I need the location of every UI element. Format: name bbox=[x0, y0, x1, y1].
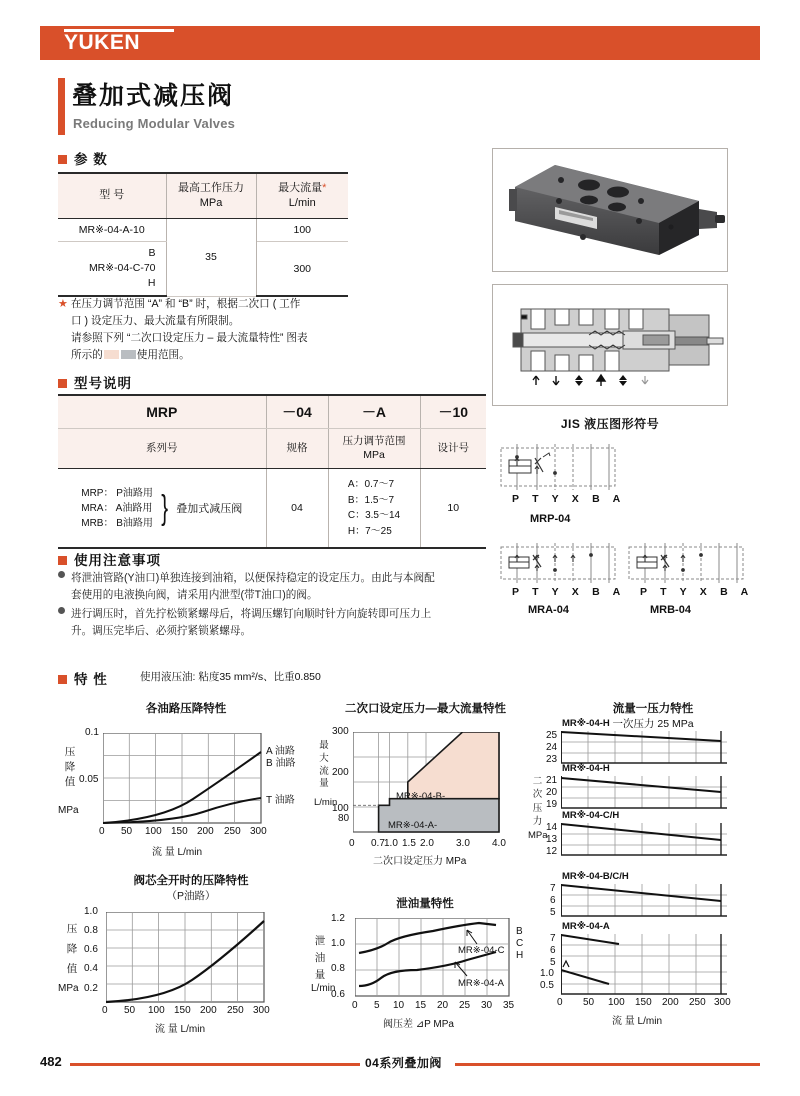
chart5-xtick-20: 20 bbox=[437, 1000, 449, 1011]
chart5-xlabel: 阀压差 ⊿P MPa bbox=[383, 1019, 454, 1030]
chart3-xtick-300: 300 bbox=[714, 997, 731, 1008]
section-square-icon bbox=[58, 556, 67, 565]
chart4-xtick-50: 50 bbox=[124, 1005, 136, 1016]
chart3-ylabel: 二 次 压 力 bbox=[532, 776, 543, 827]
chart5-ytick-12: 1.2 bbox=[331, 913, 345, 924]
bullet-icon bbox=[58, 607, 65, 614]
footer-rule-right bbox=[455, 1063, 760, 1066]
cross-section-diagram bbox=[492, 284, 728, 406]
model-code-row-symbols bbox=[58, 395, 486, 429]
characteristics-condition: 使用液压油: 粘度35 mm²/s、比重0.850 bbox=[140, 671, 321, 683]
chart3-yunit: MPa bbox=[528, 830, 548, 841]
chart1-series-a-label: A 油路 bbox=[266, 746, 295, 757]
page-subtitle: Reducing Modular Valves bbox=[73, 116, 236, 131]
chart-pressure-drop-plot bbox=[103, 733, 263, 825]
chart1-ytick-mid: 0.05 bbox=[79, 774, 99, 785]
chart-title-set-pressure: 二次口设定压力—最大流量特性 bbox=[345, 703, 506, 715]
chart-title-flow-pressure: 流量一压力特性 bbox=[612, 703, 694, 715]
chart3-p3-tick0: 12 bbox=[546, 846, 558, 857]
params-table bbox=[58, 172, 348, 297]
chart1-ytick-max: 0.1 bbox=[85, 727, 99, 738]
list-item: 进行调压时，首先拧松锁紧螺母后，将调压螺钉向顺时针方向旋转即可压力上 升。调压完毕后、必须拧紧锁紧螺母。 bbox=[58, 606, 478, 640]
chart5-xtick-5: 5 bbox=[374, 1000, 380, 1011]
chart4-xtick-250: 250 bbox=[227, 1005, 244, 1016]
cell-range-name: 压力调节范围 MPa bbox=[328, 429, 420, 469]
chart2-ytick-200: 200 bbox=[332, 767, 349, 778]
cell-design-name: 设计号 bbox=[420, 429, 486, 469]
chart5-ytick-06: 0.6 bbox=[331, 989, 345, 1000]
cell-model-1: MR※-04-A-10 bbox=[58, 218, 166, 241]
chart-set-pressure-plot bbox=[353, 732, 501, 834]
chart2-xtick-07: 0.7 bbox=[371, 838, 385, 849]
chart1-yunit: MPa bbox=[58, 805, 79, 816]
chart5-series-c-label: MR※-04-C bbox=[458, 945, 505, 956]
chart2-ytick-80: 80 bbox=[338, 813, 350, 824]
chart3-xtick-200: 200 bbox=[662, 997, 679, 1008]
product-photo bbox=[492, 148, 728, 272]
chart3-p5-tick0: 5 bbox=[550, 957, 556, 968]
footnote-star-icon: * bbox=[322, 182, 327, 194]
cell-flow-1: 100 bbox=[256, 218, 348, 241]
cell-range-symbol: －A bbox=[328, 395, 420, 429]
chart3-p6-tick0: 0.5 bbox=[540, 980, 554, 991]
section-heading-params: 参 数 bbox=[58, 148, 108, 168]
chart2-region-b-label: MR※-04-B- bbox=[396, 791, 446, 802]
jis-label-mrb-04: MRB-04 bbox=[650, 604, 691, 616]
chart2-xtick-20: 2.0 bbox=[420, 838, 434, 849]
chart3-panel-3 bbox=[561, 823, 729, 857]
model-code-row-names bbox=[58, 429, 486, 469]
chart4-ylabel: 压 降 值 bbox=[66, 923, 78, 975]
chart-title-pressure-drop: 各油路压降特性 bbox=[145, 703, 227, 715]
star-icon: ★ bbox=[58, 298, 68, 310]
chart1-xlabel: 流 量 L/min bbox=[152, 847, 203, 858]
chart1-xtick-300: 300 bbox=[250, 826, 267, 837]
logo-text: YUKEN bbox=[64, 31, 141, 54]
chart4-ytick-10: 1.0 bbox=[84, 906, 98, 917]
chart3-p3-tick1: 13 bbox=[546, 834, 558, 845]
table-row bbox=[58, 218, 348, 241]
chart3-panel-1 bbox=[561, 731, 729, 765]
chart3-p2-tick2: 21 bbox=[546, 775, 558, 786]
chart3-p4-tick1: 6 bbox=[550, 895, 556, 906]
footer-series-label: 04系列叠加阀 bbox=[365, 1056, 442, 1070]
cell-size-name: 规格 bbox=[266, 429, 328, 469]
chart2-ylabel: 最 大 流 量 bbox=[319, 740, 329, 790]
chart3-p5-label: MR※-04-A bbox=[562, 921, 610, 932]
chart2-xtick-10: 1.0 bbox=[384, 838, 398, 849]
cell-range-values bbox=[328, 469, 420, 549]
params-footnote: ★ 在压力调节范围 “A” 和 “B” 时，根据二次口 ( 工作 口 ) 设定压力、最大流量有所限制。 请参照下列 “二次口设定压力 – 最大流量特性” 图表 所示的 使用范围。 bbox=[58, 298, 308, 361]
chart3-p5-tick1: 6 bbox=[550, 945, 556, 956]
chart3-xtick-0: 0 bbox=[557, 997, 563, 1008]
cell-size-symbol: －04 bbox=[266, 395, 328, 429]
chart2-ytick-100: 100 bbox=[332, 803, 349, 814]
chart3-p4-tick0: 5 bbox=[550, 907, 556, 918]
range-option-list: A：0.7～7 B：1.5～7 C：3.5～14 H：7～25 bbox=[347, 479, 401, 537]
chart1-xtick-250: 250 bbox=[224, 826, 241, 837]
chart2-xlabel: 二次口设定压力 MPa bbox=[373, 856, 467, 867]
cell-design-value: 10 bbox=[420, 469, 486, 549]
series-brace-label: 叠加式减压阀 bbox=[176, 503, 243, 516]
cell-pressure: 35 bbox=[166, 218, 256, 296]
chart-title-spool-full-open: 阀芯全开时的压降特性 bbox=[133, 875, 249, 887]
chart5-xtick-30: 30 bbox=[481, 1000, 493, 1011]
chart1-xtick-0: 0 bbox=[99, 826, 105, 837]
chart5-xtick-25: 25 bbox=[459, 1000, 471, 1011]
title-accent-bar bbox=[58, 78, 65, 135]
brace-icon: } bbox=[161, 489, 168, 528]
chart2-yunit: L/min bbox=[314, 797, 338, 808]
section-square-icon bbox=[58, 675, 67, 684]
chart3-p1-tick1: 24 bbox=[546, 742, 558, 753]
chart4-xtick-0: 0 bbox=[102, 1005, 108, 1016]
chart1-xtick-150: 150 bbox=[171, 826, 188, 837]
chart2-xtick-15: 1.5 bbox=[402, 838, 416, 849]
chart3-p4-label: MR※-04-B/C/H bbox=[562, 871, 629, 882]
cell-model-2: B MR※-04-C-70 H bbox=[58, 241, 166, 296]
jis-label-mra-04: MRA-04 bbox=[528, 604, 569, 616]
chart2-region-a-label: MR※-04-A- bbox=[388, 820, 438, 831]
chart2-xtick-30: 3.0 bbox=[456, 838, 470, 849]
chart5-xtick-0: 0 bbox=[352, 1000, 358, 1011]
cell-series-values bbox=[58, 469, 266, 549]
cell-size-value: 04 bbox=[266, 469, 328, 549]
footer-page-number: 482 bbox=[40, 1054, 62, 1069]
chart5-xtick-35: 35 bbox=[503, 1000, 515, 1011]
chart4-ytick-06: 0.6 bbox=[84, 944, 98, 955]
chart5-side-label-h: H bbox=[516, 950, 524, 961]
section-heading-characteristics: 特 性 bbox=[58, 668, 108, 688]
chart5-xtick-15: 15 bbox=[415, 1000, 427, 1011]
chart5-ytick-10: 1.0 bbox=[331, 938, 345, 949]
chart4-xtick-200: 200 bbox=[200, 1005, 217, 1016]
chart1-xtick-100: 100 bbox=[145, 826, 162, 837]
chart5-yunit: L/min bbox=[311, 983, 336, 994]
list-item: 将泄油管路(Y油口)单独连接到油箱，以便保持稳定的设定压力。由此与本阀配 套使用的电液换向阀，请采用内泄型(带T油口)的阀。 bbox=[58, 570, 478, 604]
chart1-series-t-label: T 油路 bbox=[266, 795, 295, 806]
chart5-side-label-b: B bbox=[516, 926, 523, 937]
chart1-ylabel: 压 降 值 bbox=[64, 746, 76, 789]
jis-ports-mrp: P T Y X B A bbox=[512, 493, 626, 505]
legend-swatch-b-range bbox=[104, 350, 119, 359]
chart3-xtick-250: 250 bbox=[689, 997, 706, 1008]
page-title: 叠加式减压阀 bbox=[72, 82, 235, 110]
chart5-series-a-label: MR※-04-A bbox=[458, 978, 504, 989]
model-code-row-values bbox=[58, 469, 486, 549]
chart3-p3-tick2: 14 bbox=[546, 822, 558, 833]
chart3-p2-tick1: 20 bbox=[546, 787, 558, 798]
chart3-xtick-150: 150 bbox=[635, 997, 652, 1008]
chart3-xtick-100: 100 bbox=[608, 997, 625, 1008]
chart-subtitle-flow-pressure: 一次压力 25 MPa bbox=[612, 718, 694, 730]
chart5-ytick-08: 0.8 bbox=[331, 963, 345, 974]
chart3-p2-tick0: 19 bbox=[546, 799, 558, 810]
chart3-panel-2 bbox=[561, 776, 729, 810]
bullet-icon bbox=[58, 571, 65, 578]
chart1-xtick-50: 50 bbox=[121, 826, 133, 837]
chart5-side-label-c: C bbox=[516, 938, 524, 949]
section-square-icon bbox=[58, 155, 67, 164]
chart3-p6-tick1: 1.0 bbox=[540, 968, 554, 979]
chart4-ytick-04: 0.4 bbox=[84, 963, 98, 974]
cell-flow-2: 300 bbox=[256, 241, 348, 296]
footer-rule-left bbox=[70, 1063, 360, 1066]
jis-ports-mra: P T Y X B A bbox=[512, 586, 626, 598]
jis-ports-mrb: P T Y X B A bbox=[640, 586, 754, 598]
jis-symbol-mrp-04 bbox=[497, 444, 619, 494]
chart4-xtick-100: 100 bbox=[148, 1005, 165, 1016]
series-option-list: MRP： P油路用 MRA： A油路用 MRB： B油路用 bbox=[81, 487, 153, 529]
chart4-yunit: MPa bbox=[58, 983, 79, 994]
chart4-ytick-02: 0.2 bbox=[84, 983, 98, 994]
cell-series-name: 系列号 bbox=[58, 429, 266, 469]
chart4-xlabel: 流 量 L/min bbox=[155, 1024, 206, 1035]
model-code-table bbox=[58, 394, 486, 549]
chart1-xtick-200: 200 bbox=[197, 826, 214, 837]
chart3-panel-4 bbox=[561, 884, 729, 918]
chart5-ylabel: 泄 油 量 bbox=[314, 935, 326, 981]
jis-label-mrp-04: MRP-04 bbox=[530, 513, 571, 525]
usage-notes-list bbox=[58, 570, 478, 642]
section-heading-model-code: 型号说明 bbox=[58, 372, 132, 392]
jis-symbol-mrb-04 bbox=[625, 543, 747, 587]
chart3-p2-label: MR※-04-H bbox=[562, 763, 610, 774]
section-square-icon bbox=[58, 379, 67, 388]
chart3-panel-5 bbox=[561, 934, 729, 996]
th-model: 型 号 bbox=[58, 173, 166, 218]
chart3-p5-tick2: 7 bbox=[550, 933, 556, 944]
chart3-xtick-50: 50 bbox=[583, 997, 595, 1008]
chart4-xtick-300: 300 bbox=[253, 1005, 270, 1016]
table-header-row bbox=[58, 173, 348, 218]
chart3-xlabel: 流 量 L/min bbox=[612, 1016, 663, 1027]
chart3-p4-tick2: 7 bbox=[550, 883, 556, 894]
chart2-xtick-40: 4.0 bbox=[492, 838, 506, 849]
chart5-xtick-10: 10 bbox=[393, 1000, 405, 1011]
chart3-p1-label: MR※-04-H bbox=[562, 718, 610, 729]
jis-symbols-heading: JIS 液压图形符号 bbox=[560, 417, 660, 431]
cell-design-symbol: －10 bbox=[420, 395, 486, 429]
chart4-ytick-08: 0.8 bbox=[84, 925, 98, 936]
legend-swatch-a-range bbox=[121, 350, 136, 359]
jis-symbol-mra-04 bbox=[497, 543, 619, 587]
section-heading-usage: 使用注意事项 bbox=[58, 549, 161, 569]
chart-spool-full-open-plot bbox=[106, 912, 266, 1004]
th-max-pressure: 最高工作压力 MPa bbox=[166, 173, 256, 218]
yuken-logo bbox=[64, 31, 176, 55]
cell-series-symbol: MRP bbox=[58, 395, 266, 429]
chart1-series-b-label: B 油路 bbox=[266, 758, 296, 769]
chart4-xtick-150: 150 bbox=[174, 1005, 191, 1016]
chart-subtitle-spool-full-open: （P油路） bbox=[166, 890, 216, 902]
chart3-p1-tick2: 25 bbox=[546, 730, 558, 741]
chart3-p3-label: MR※-04-C/H bbox=[562, 810, 620, 821]
th-max-flow: 最大流量* L/min bbox=[256, 173, 348, 218]
chart-title-drain-flow: 泄油量特性 bbox=[396, 898, 454, 910]
chart2-ytick-300: 300 bbox=[332, 726, 349, 737]
chart2-xtick-0: 0 bbox=[349, 838, 355, 849]
chart3-p1-tick0: 23 bbox=[546, 754, 558, 765]
